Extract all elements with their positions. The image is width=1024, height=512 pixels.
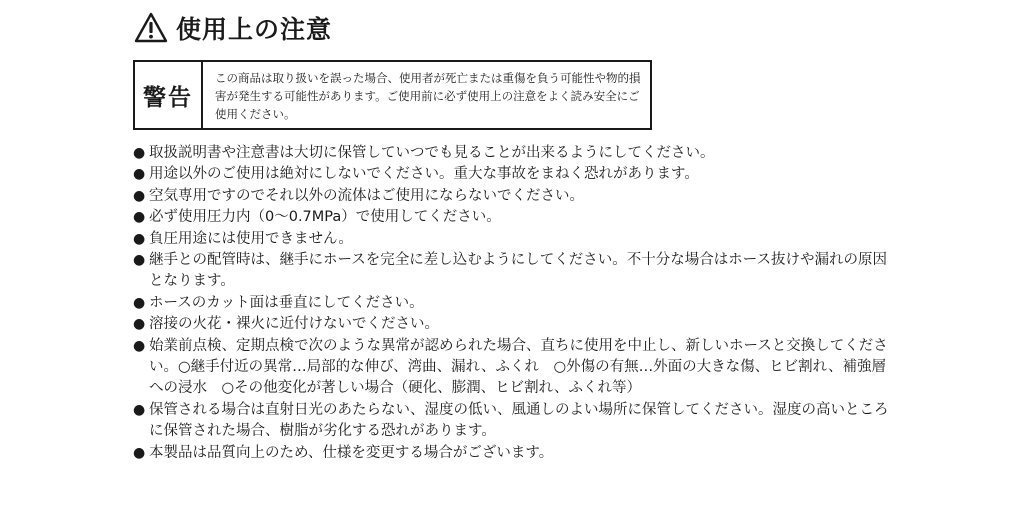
warning-triangle-icon <box>134 12 168 44</box>
list-item <box>133 186 893 207</box>
list-item-text: 継手との配管時は、継手にホースを完全に差し込むようにしてください。不十分な場合はホース抜けや漏れの原因となります。 <box>149 252 888 290</box>
bullet-icon: ● <box>133 316 146 333</box>
list-item <box>133 207 893 228</box>
list-item-text: 空気専用ですのでそれ以外の流体はご使用にならないでください。 <box>149 187 584 204</box>
section-heading <box>134 10 332 46</box>
bullet-icon: ● <box>133 230 146 247</box>
list-item-text: ホースのカット面は垂直にしてください。 <box>149 294 424 311</box>
list-item-text: 溶接の火花・裸火に近付けないでください。 <box>149 316 439 333</box>
bullet-icon: ● <box>133 209 146 226</box>
warning-text: この商品は取り扱いを誤った場合、使用者が死亡または重傷を負う可能性や物的損害が発生する可能性があります。ご使用前に必ず使用上の注意をよく読み安全にご使用ください。 <box>215 71 641 121</box>
list-item-text: 用途以外のご使用は絶対にしないでください。重大な事故をまねく恐れがあります。 <box>149 166 699 183</box>
caution-list <box>133 143 893 464</box>
bullet-icon: ● <box>133 187 146 204</box>
bullet-icon: ● <box>133 401 146 418</box>
bullet-icon: ● <box>133 337 146 354</box>
bullet-icon: ● <box>133 166 146 183</box>
list-item <box>133 293 893 314</box>
list-item-text: 取扱説明書や注意書は大切に保管していつでも見ることが出来るようにしてください。 <box>149 145 715 161</box>
warning-box <box>133 60 652 130</box>
list-item-text: 保管される場合は直射日光のあたらない、湿度の低い、風通しのよい場所に保管してください。湿度の高いところに保管された場合、樹脂が劣化する恐れがあります。 <box>149 401 889 440</box>
list-item-text: 負圧用途には使用できません。 <box>149 230 353 247</box>
list-item <box>133 164 893 185</box>
warning-label: 警告 <box>135 62 203 128</box>
list-item <box>133 229 893 250</box>
bullet-icon: ● <box>133 145 146 161</box>
list-item-text: 必ず使用圧力内（0〜0.7MPa）で使用してください。 <box>149 209 501 226</box>
list-item <box>133 400 893 443</box>
bullet-icon: ● <box>133 444 146 461</box>
list-item-text: 本製品は品質向上のため、仕様を変更する場合がございます。 <box>149 444 554 461</box>
list-item <box>133 314 893 335</box>
list-item <box>133 443 893 464</box>
list-item-text: 始業前点検、定期点検で次のような異常が認められた場合、直ちに使用を中止し、新しいホースと交換してください。○継手付近の異常…局部的な伸び、湾曲、漏れ、ふくれ ○外傷の有無…外面の大きな傷、ヒビ割れ、補強層への浸水 ○その他変化が著しい場合（硬化、膨潤、ヒビ割れ、ふくれ等） <box>149 337 888 397</box>
bullet-icon: ● <box>133 252 146 269</box>
list-item <box>133 250 893 293</box>
page-title: 使用上の注意 <box>176 15 333 44</box>
list-item <box>133 336 893 400</box>
bullet-icon: ● <box>133 294 146 311</box>
list-item <box>133 143 893 164</box>
